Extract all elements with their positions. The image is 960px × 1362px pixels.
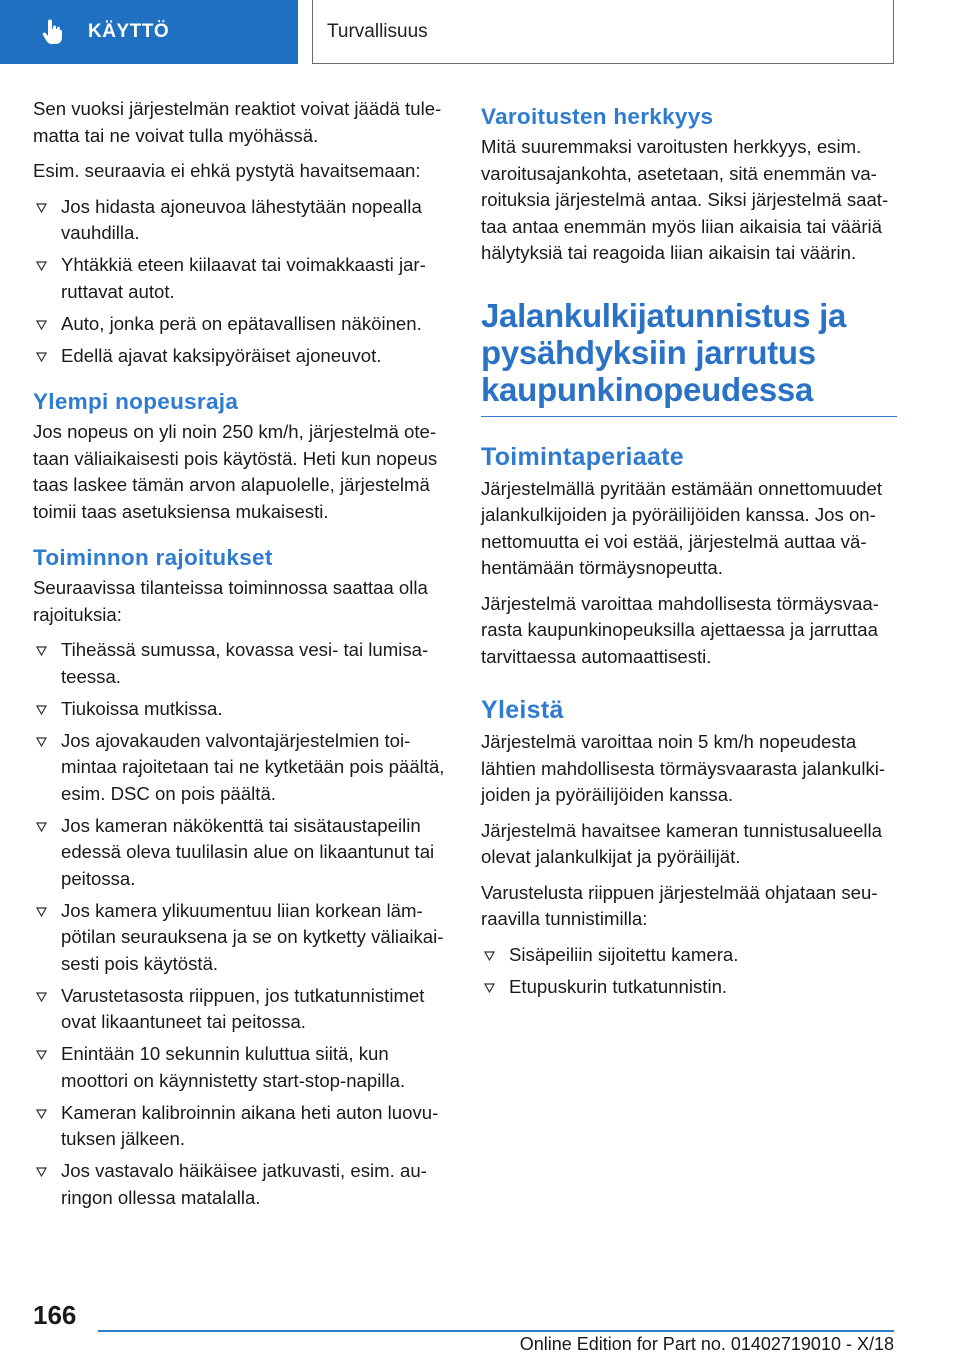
list-item: Kameran kalibroinnin aikana heti auton luovutuksen jälkeen. (33, 1100, 451, 1153)
list-item: Jos kameran näkökenttä tai sisätaustapeilin edessä oleva tuulilasin alue on likaantunut tai peitossa. (33, 813, 451, 893)
list-item: Enintään 10 sekunnin kuluttua siitä, kun moottori on käynnistetty start-stop-napilla. (33, 1041, 451, 1094)
triangle-bullet-icon (36, 352, 47, 362)
paragraph: Seuraavissa tilanteissa toiminnossa saattaa olla rajoituksia: (33, 577, 428, 625)
chapter-label: KÄYTTÖ (88, 21, 170, 42)
triangle-bullet-icon (36, 646, 47, 656)
hand-pointer-icon (38, 17, 68, 47)
triangle-bullet-icon (36, 705, 47, 715)
heading-general: Yleistä (481, 696, 564, 724)
list-item: Yhtäkkiä eteen kiilaavat tai voimakkaasti jarruttavat autot. (33, 252, 451, 305)
triangle-bullet-icon (36, 737, 47, 747)
list-item: Tiheässä sumussa, kovassa vesi- tai lumisateessa. (33, 637, 451, 690)
paragraph: Sen vuoksi järjestelmän reaktiot voivat jäädä tulematta tai ne voivat tulla myöhässä. (33, 98, 442, 146)
paragraph: Järjestelmä varoittaa mahdollisesta törmäysvaarasta kaupunkinopeuksilla ajettaessa ja jarruttaa tarvittaessa automaattisesti. (481, 592, 879, 667)
list-item: Tiukoissa mutkissa. (33, 696, 451, 723)
list-item: Jos ajovakauden valvontajärjestelmien toimintaa rajoitetaan tai ne kytketään pois päältä, esim. DSC on pois päältä. (33, 728, 451, 808)
paragraph: Järjestelmä varoittaa noin 5 km/h nopeudesta lähtien mahdollisesta törmäysvaarasta jalankulkijoiden ja pyöräilijöiden kanssa. (481, 731, 886, 805)
heading-limitations: Toiminnon rajoitukset (33, 545, 273, 570)
heading-speed-limit: Ylempi nopeusraja (33, 389, 239, 414)
paragraph: Varustelusta riippuen järjestelmää ohjataan seuraavilla tunnistimilla: (481, 881, 878, 929)
list-item: Auto, jonka perä on epätavallisen näköinen. (33, 311, 451, 338)
triangle-bullet-icon (36, 261, 47, 271)
bullet-list (481, 942, 897, 1001)
triangle-bullet-icon (36, 320, 47, 330)
left-column (33, 96, 451, 1221)
page-number: 166 (33, 1300, 77, 1330)
list-item: Varustetasosta riippuen, jos tutkatunnistimet ovat likaantuneet tai peitossa. (33, 983, 451, 1036)
triangle-bullet-icon (36, 992, 47, 1002)
list-item: Jos hidasta ajoneuvoa lähestytään nopealla vauhdilla. (33, 194, 451, 247)
paragraph: Esim. seuraavia ei ehkä pystytä havaitsemaan: (33, 160, 421, 181)
triangle-bullet-icon (36, 1109, 47, 1119)
right-column (481, 96, 897, 1010)
section-title: Turvallisuus (327, 20, 428, 42)
bullet-list (33, 637, 451, 1211)
list-item: Edellä ajavat kaksipyöräiset ajoneuvot. (33, 343, 451, 370)
list-item: Sisäpeiliin sijoitettu kamera. (481, 942, 897, 969)
paragraph: Järjestelmällä pyritään estämään onnettomuudet jalankulkijoiden ja pyöräilijöiden kanssa. Jos onnettomuutta ei voi estää, järjestelmä auttaa vähentämään törmäysnopeutta. (481, 477, 883, 578)
paragraph: Järjestelmä havaitsee kameran tunnistusalueella olevat jalankulkijat ja pyöräilijät. (481, 819, 883, 867)
header-tab (0, 0, 298, 64)
triangle-bullet-icon (36, 907, 47, 917)
bullet-list (33, 194, 451, 370)
triangle-bullet-icon (36, 1050, 47, 1060)
triangle-bullet-icon (484, 951, 495, 961)
list-item: Jos vastavalo häikäisee jatkuvasti, esim. auringon ollessa matalalla. (33, 1158, 451, 1211)
section-header (312, 0, 894, 64)
paragraph: Mitä suuremmaksi varoitusten herkkyys, esim. varoitusajankohta, asetetaan, sitä enemmän varoituksia järjestelmä antaa. Siksi järjestelmä saattaa antaa enemmän myös liian aikaisia tai vääriä hälytyksiä tai reagoida liian aikaisin tai väärin. (481, 136, 889, 263)
triangle-bullet-icon (36, 822, 47, 832)
triangle-bullet-icon (36, 1167, 47, 1177)
chapter-heading: Jalankulkijatunnistus ja pysähdyksiin jarrutus kaupunkinopeudessa (481, 297, 897, 417)
paragraph: Jos nopeus on yli noin 250 km/h, järjestelmä otetaan väliaikaisesti pois käytöstä. Heti kun nopeus taas laskee tämän arvon alapuolelle, järjestelmä toimii taas asetuksiensa mukaisesti. (33, 421, 438, 522)
heading-sensitivity: Varoitusten herkkyys (481, 104, 714, 129)
heading-principle: Toimintaperiaate (481, 442, 684, 471)
triangle-bullet-icon (484, 983, 495, 993)
footer-edition: Online Edition for Part no. 01402719010 - X/18 (519, 1334, 894, 1354)
list-item: Etupuskurin tutkatunnistin. (481, 974, 897, 1001)
list-item: Jos kamera ylikuumentuu liian korkean lämpötilan seurauksena ja se on kytketty väliaikaisesti pois käytöstä. (33, 898, 451, 978)
footer-divider (98, 1330, 894, 1332)
triangle-bullet-icon (36, 203, 47, 213)
